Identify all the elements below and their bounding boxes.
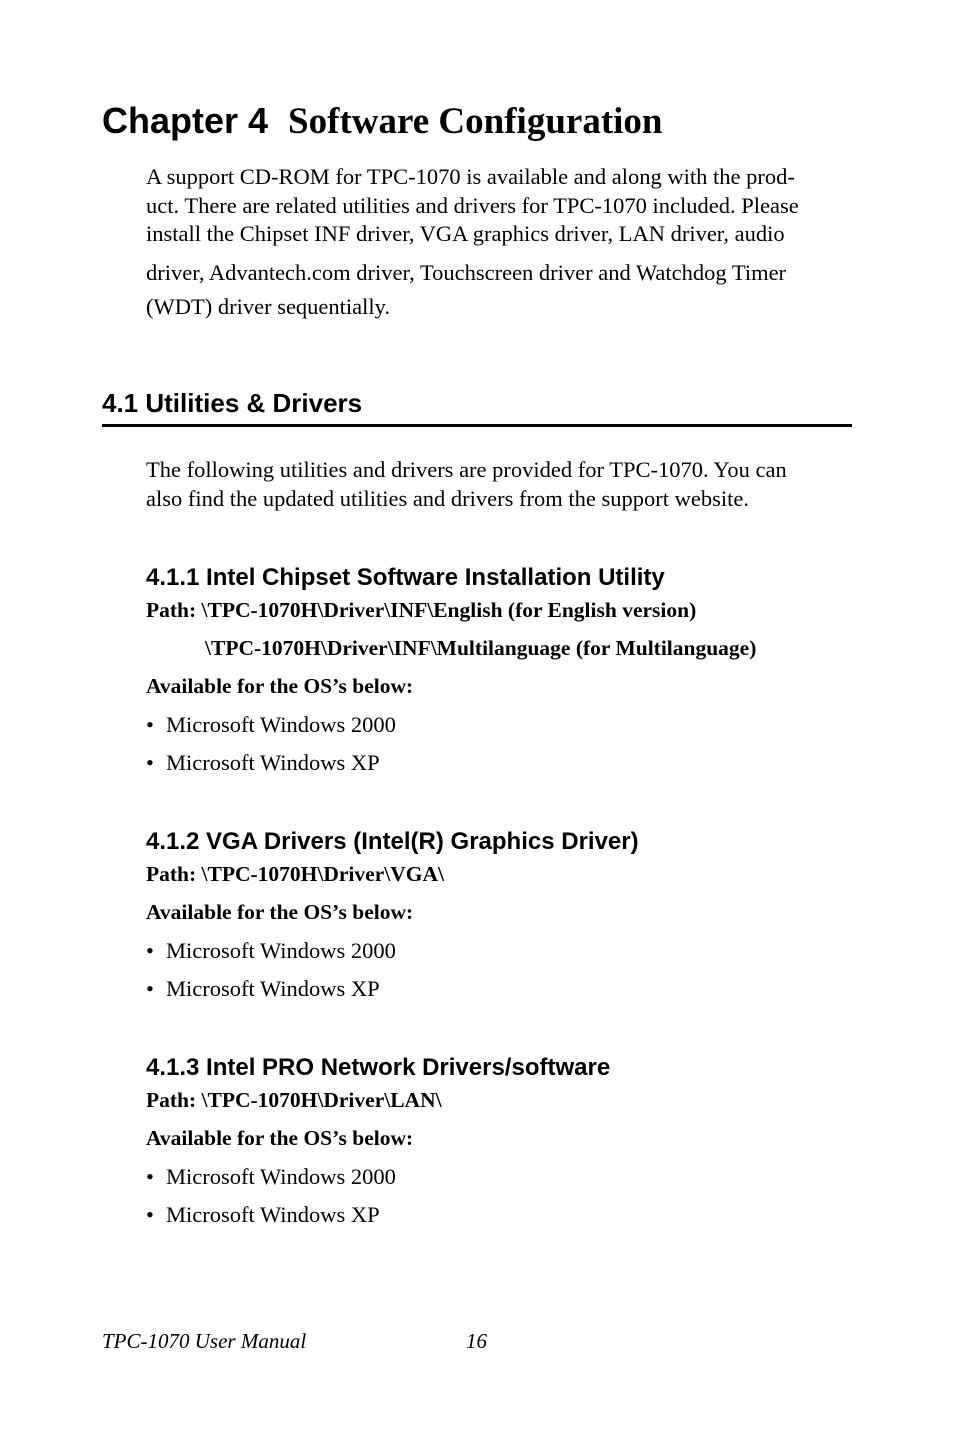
os-list-item: • Microsoft Windows XP — [146, 750, 380, 775]
driver-path: Path: \TPC-1070H\Driver\INF\English (for English version) — [146, 598, 697, 622]
page-number: 16 — [466, 1329, 487, 1353]
os-label: Available for the OS’s below: — [146, 674, 414, 698]
intro-line: driver, Advantech.com driver, Touchscreen driver and Watchdog Timer — [146, 260, 787, 285]
section-heading: 4.1 Utilities & Drivers — [102, 388, 363, 418]
intro-line: (WDT) driver sequentially. — [146, 294, 391, 319]
os-label: Available for the OS’s below: — [146, 900, 414, 924]
bullet-icon: • — [146, 712, 154, 737]
footer-manual-title: TPC-1070 User Manual — [102, 1329, 307, 1353]
bullet-icon: • — [146, 1202, 154, 1227]
intro-line: A support CD-ROM for TPC-1070 is available and along with the prod- — [146, 164, 795, 189]
os-list-item: • Microsoft Windows 2000 — [146, 1164, 396, 1189]
intro-line: uct. There are related utilities and drivers for TPC-1070 included. Please — [146, 193, 799, 218]
subsection-heading-4-1-3: 4.1.3 Intel PRO Network Drivers/software — [146, 1054, 611, 1081]
bullet-icon: • — [146, 750, 154, 775]
subsection-heading-4-1-2: 4.1.2 VGA Drivers (Intel(R) Graphics Driver) — [146, 828, 639, 855]
subsection-heading-4-1-1: 4.1.1 Intel Chipset Software Installation Utility — [146, 564, 665, 591]
chapter-label: Chapter 4 — [102, 100, 269, 141]
intro-line: install the Chipset INF driver, VGA graphics driver, LAN driver, audio — [146, 221, 785, 246]
bullet-icon: • — [146, 938, 154, 963]
bullet-icon: • — [146, 976, 154, 1001]
os-list-item: • Microsoft Windows 2000 — [146, 938, 396, 963]
section-intro-line: The following utilities and drivers are provided for TPC-1070. You can — [146, 457, 787, 482]
os-list-item: • Microsoft Windows XP — [146, 976, 380, 1001]
chapter-title — [102, 98, 663, 152]
section-rule — [102, 424, 852, 427]
chapter-name: Software Configuration — [288, 101, 663, 142]
driver-path-alt: \TPC-1070H\Driver\INF\Multilanguage (for Multilanguage) — [205, 636, 757, 660]
section-intro-line: also find the updated utilities and drivers from the support website. — [146, 486, 749, 511]
os-list-item: • Microsoft Windows XP — [146, 1202, 380, 1227]
driver-path: Path: \TPC-1070H\Driver\LAN\ — [146, 1088, 442, 1112]
driver-path: Path: \TPC-1070H\Driver\VGA\ — [146, 862, 444, 886]
bullet-icon: • — [146, 1164, 154, 1189]
os-list-item: • Microsoft Windows 2000 — [146, 712, 396, 737]
os-label: Available for the OS’s below: — [146, 1126, 414, 1150]
